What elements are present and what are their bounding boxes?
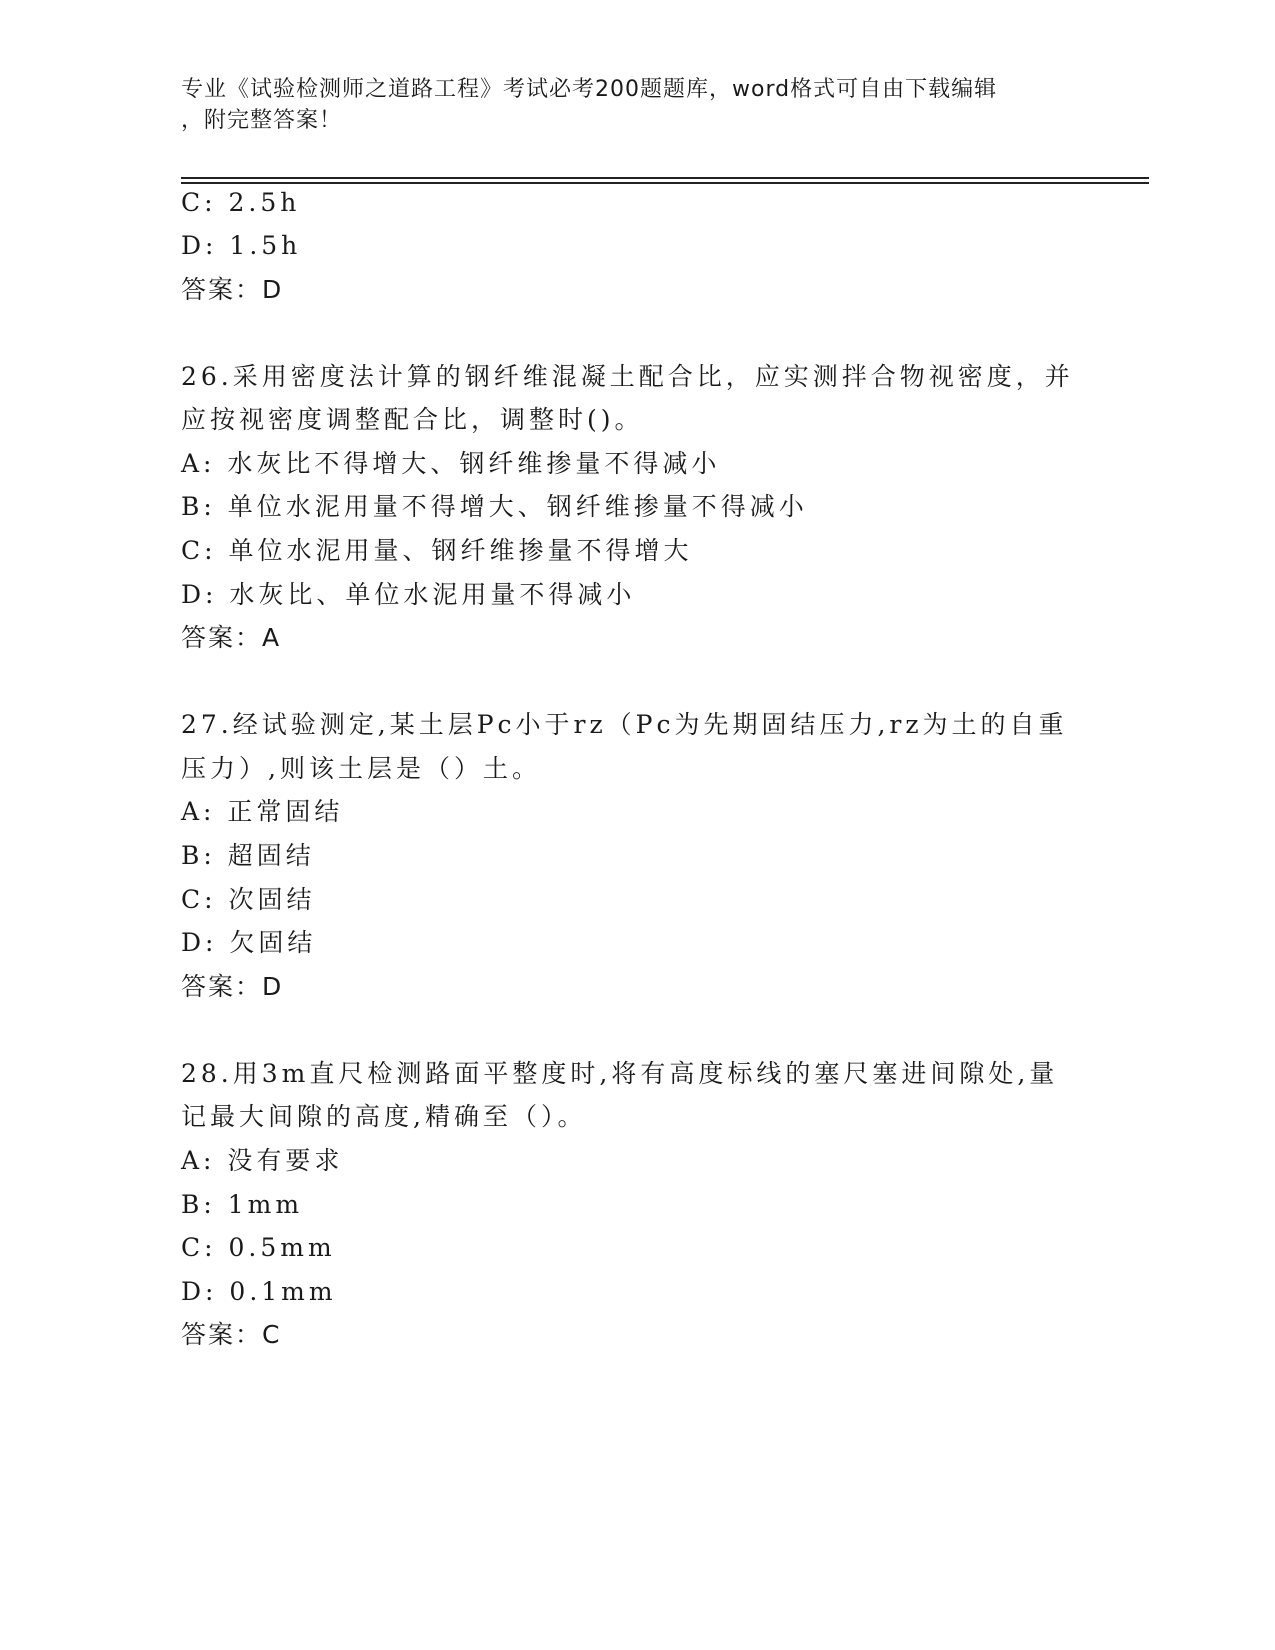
q27-option-a: A: 正常固结	[181, 797, 344, 826]
header-divider-bottom	[181, 182, 1149, 184]
q26-option-d: D: 水灰比、单位水泥用量不得减小	[181, 580, 636, 609]
q26-answer: 答案：A	[181, 623, 282, 652]
header-line-1: 专业《试验检测师之道路工程》考试必考200题题库，word格式可自由下载编辑	[181, 77, 998, 102]
header-divider-top	[181, 177, 1149, 179]
q27-option-c: C: 次固结	[181, 885, 316, 914]
document-header	[181, 74, 1061, 136]
prev-answer: 答案：D	[181, 275, 284, 304]
q26-stem-line-2: 应按视密度调整配合比，调整时()。	[181, 405, 644, 434]
q27-option-b: B: 超固结	[181, 841, 315, 870]
q27-stem-line-2: 压力）,则该土层是（）土。	[181, 754, 541, 783]
q27-option-d: D: 欠固结	[181, 928, 317, 957]
q26-stem-line-1: 26.采用密度法计算的钢纤维混凝土配合比，应实测拌合物视密度，并	[181, 362, 1074, 391]
prev-option-c: C: 2.5h	[181, 188, 301, 217]
q28-option-c: C: 0.5mm	[181, 1233, 336, 1262]
q28-option-b: B: 1mm	[181, 1190, 304, 1219]
q28-option-d: D: 0.1mm	[181, 1277, 337, 1306]
q26-option-a: A: 水灰比不得增大、钢纤维掺量不得减小	[181, 449, 721, 478]
q26-option-b: B: 单位水泥用量不得增大、钢纤维掺量不得减小	[181, 492, 808, 521]
q28-stem-line-2: 记最大间隙的高度,精确至（）。	[181, 1102, 587, 1131]
q27-stem-line-1: 27.经试验测定,某土层Pc小于rz（Pc为先期固结压力,rz为土的自重	[181, 710, 1068, 739]
q28-option-a: A: 没有要求	[181, 1146, 344, 1175]
q28-stem-line-1: 28.用3m直尺检测路面平整度时,将有高度标线的塞尺塞进间隙处,量	[181, 1059, 1059, 1088]
q28-answer: 答案：C	[181, 1320, 282, 1349]
header-line-2: ，附完整答案！	[181, 108, 343, 133]
q26-option-c: C: 单位水泥用量、钢纤维掺量不得增大	[181, 536, 693, 565]
q27-answer: 答案：D	[181, 972, 284, 1001]
prev-option-d: D: 1.5h	[181, 231, 302, 260]
